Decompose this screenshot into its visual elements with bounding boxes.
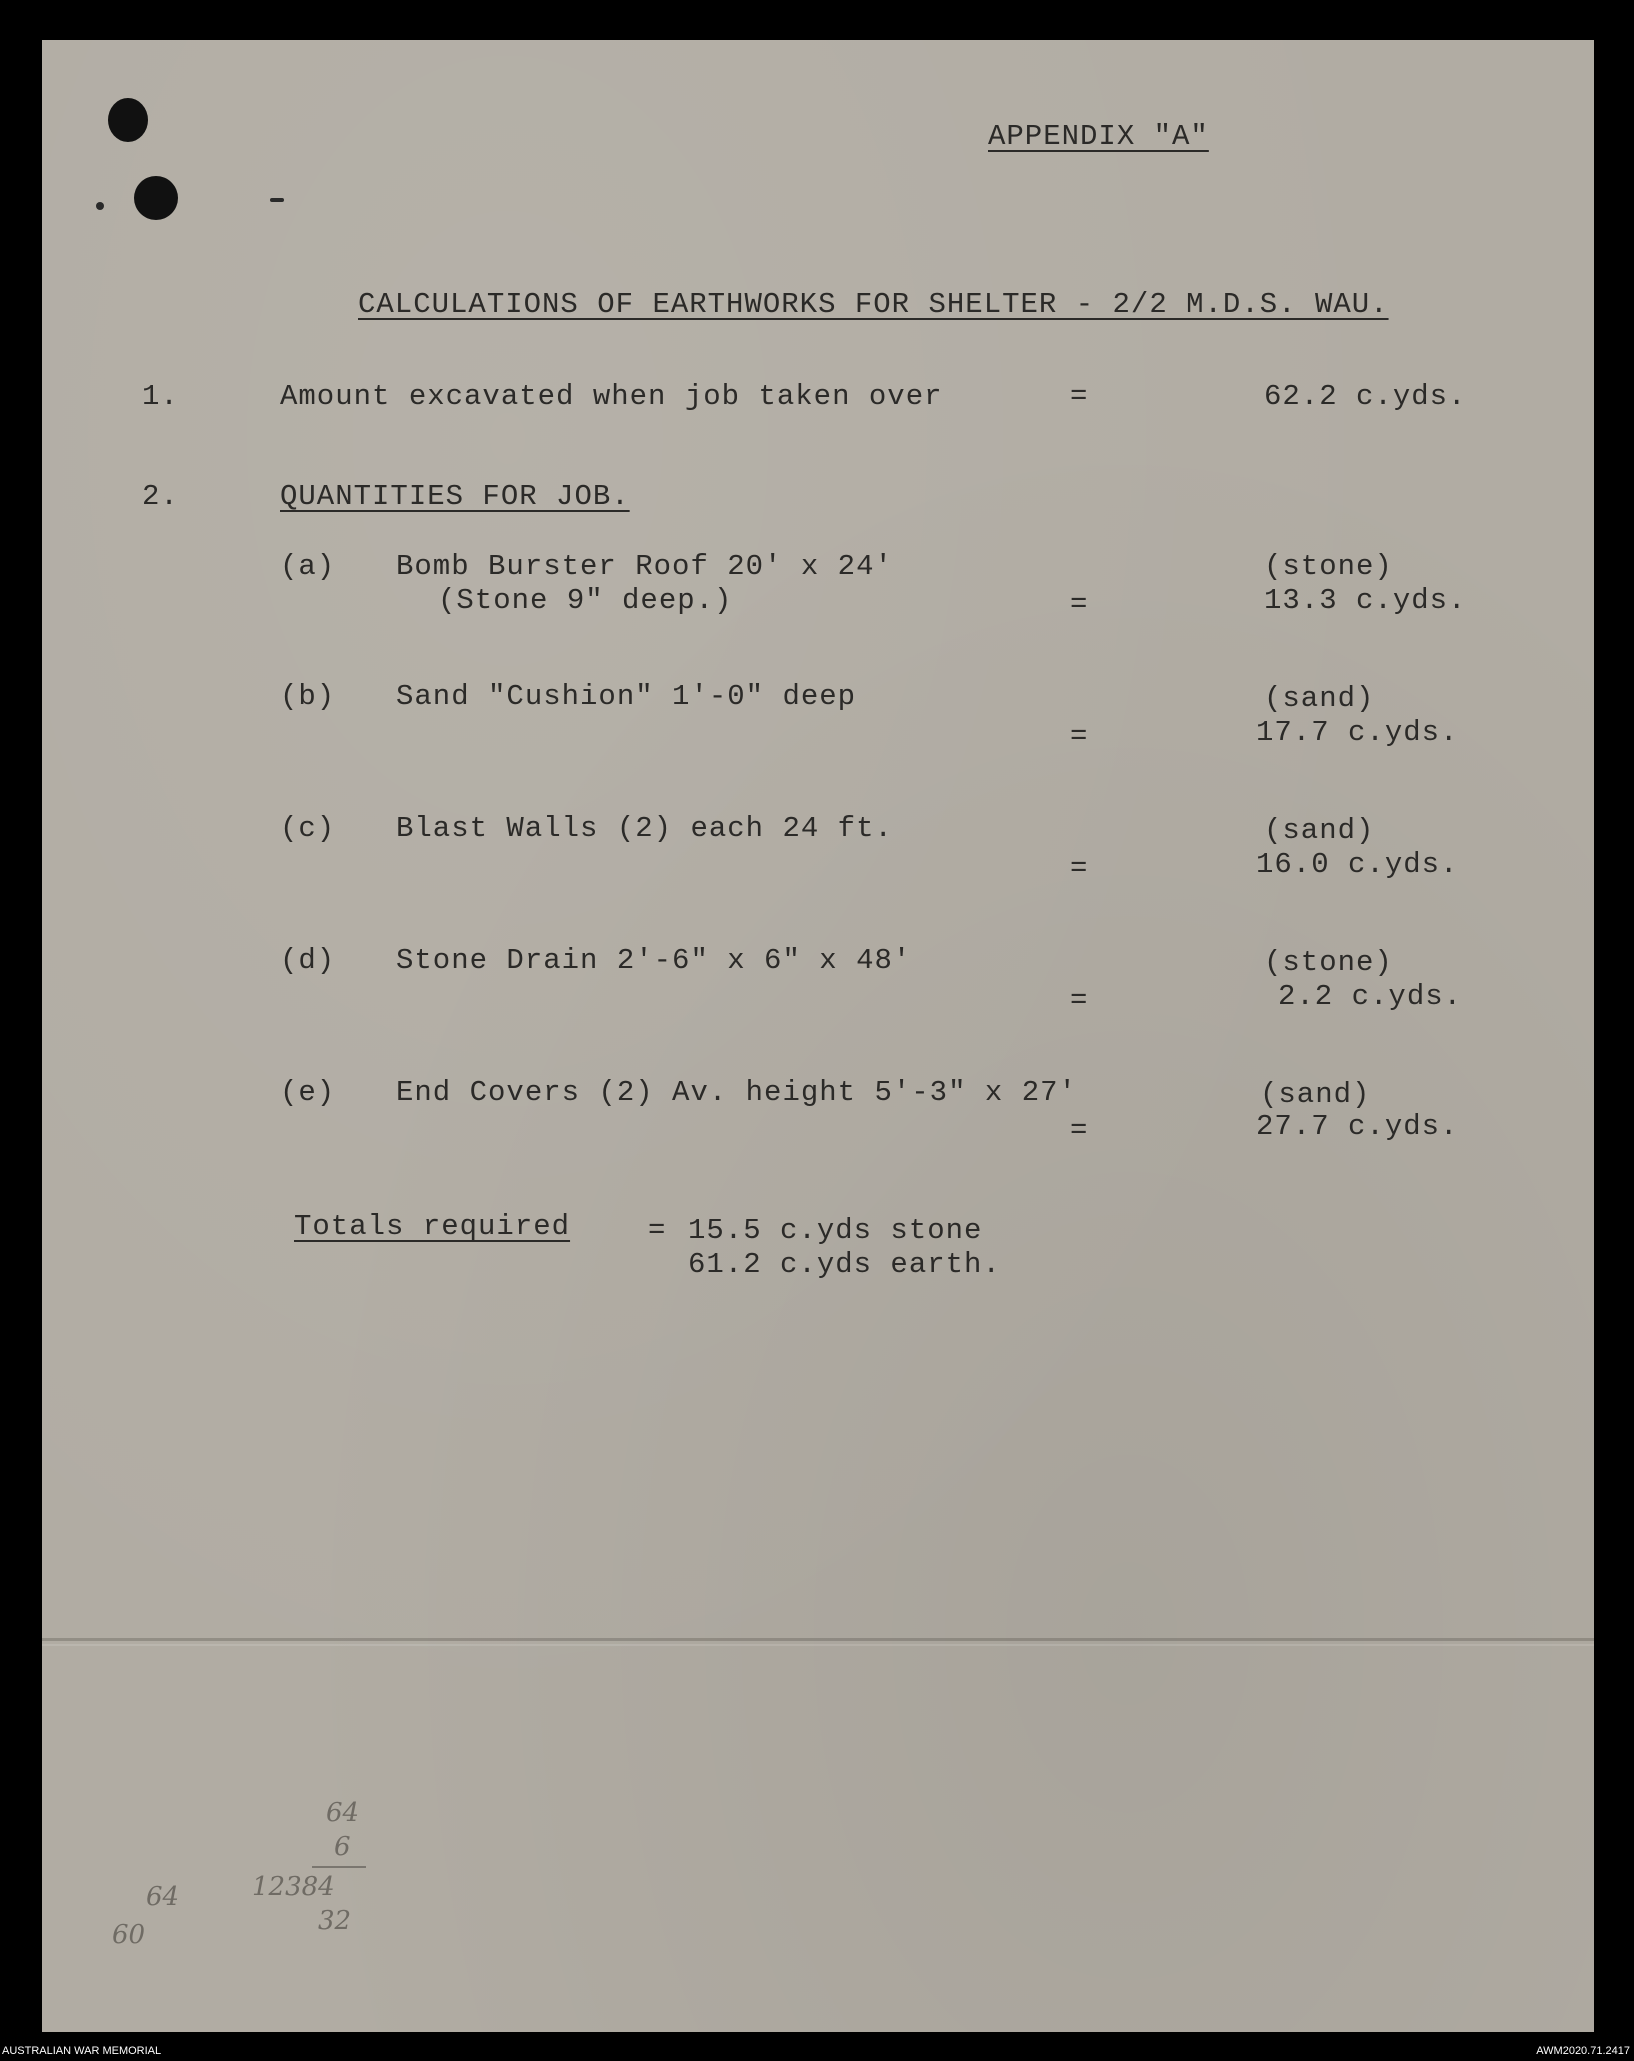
- pencil-note-64: 64: [326, 1798, 360, 1828]
- item-a-letter: (a): [280, 550, 336, 583]
- item-2-number: 2.: [142, 480, 179, 513]
- item-b-equals: =: [1070, 720, 1089, 753]
- item-c-line1: Blast Walls (2) each 24 ft.: [396, 812, 893, 845]
- pencil-underline: [312, 1866, 366, 1868]
- totals-earth: 61.2 c.yds earth.: [688, 1248, 1001, 1281]
- ink-speck: [96, 202, 104, 210]
- item-a-line2: (Stone 9" deep.): [438, 584, 733, 617]
- item-1-number: 1.: [142, 380, 179, 413]
- totals-label: Totals required: [294, 1210, 571, 1243]
- pencil-note-6: 6: [334, 1832, 351, 1862]
- item-1-text: Amount excavated when job taken over: [280, 380, 943, 413]
- punch-hole-bottom: [134, 176, 178, 220]
- item-b-value: 17.7 c.yds.: [1256, 716, 1459, 749]
- item-e-value: 27.7 c.yds.: [1256, 1110, 1459, 1143]
- item-d-equals: =: [1070, 984, 1089, 1017]
- document-title: CALCULATIONS OF EARTHWORKS FOR SHELTER - 2/2 M.D.S. WAU.: [358, 288, 1389, 321]
- item-c-letter: (c): [280, 812, 336, 845]
- item-a-line1: Bomb Burster Roof 20' x 24': [396, 550, 893, 583]
- item-b-letter: (b): [280, 680, 336, 713]
- item-e-material: (sand): [1260, 1078, 1371, 1111]
- item-e-letter: (e): [280, 1076, 336, 1109]
- item-c-value: 16.0 c.yds.: [1256, 848, 1459, 881]
- footer-source: AUSTRALIAN WAR MEMORIAL: [2, 2045, 162, 2057]
- item-d-line1: Stone Drain 2'-6" x 6" x 48': [396, 944, 912, 977]
- pencil-note-32: 32: [318, 1906, 352, 1936]
- totals-stone: 15.5 c.yds stone: [688, 1214, 983, 1247]
- item-d-value: 2.2 c.yds.: [1278, 980, 1463, 1013]
- fold-crease: [42, 1638, 1594, 1641]
- item-d-letter: (d): [280, 944, 336, 977]
- pencil-note-12384: 12384: [252, 1872, 335, 1902]
- item-a-material: (stone): [1264, 550, 1393, 583]
- pencil-note-64-left: 64: [146, 1882, 180, 1912]
- document-page: [42, 40, 1594, 2032]
- item-c-equals: =: [1070, 852, 1089, 885]
- item-b-material: (sand): [1264, 682, 1375, 715]
- item-1-value: 62.2 c.yds.: [1264, 380, 1467, 413]
- item-b-line1: Sand "Cushion" 1'-0" deep: [396, 680, 857, 713]
- punch-hole-top: [108, 98, 148, 142]
- item-e-equals: =: [1070, 1114, 1089, 1147]
- footer-accession: AWM2020.71.2417: [1536, 2045, 1630, 2057]
- fold-crease-highlight: [42, 1644, 1594, 1646]
- item-e-line1: End Covers (2) Av. height 5'-3" x 27': [396, 1076, 1077, 1109]
- item-c-material: (sand): [1264, 814, 1375, 847]
- item-2-heading: QUANTITIES FOR JOB.: [280, 480, 630, 513]
- totals-equals: =: [648, 1214, 667, 1247]
- item-a-equals: =: [1070, 588, 1089, 621]
- item-1-equals: =: [1070, 380, 1089, 413]
- item-d-material: (stone): [1264, 946, 1393, 979]
- ink-speck-small: [270, 198, 284, 202]
- appendix-heading: APPENDIX "A": [988, 120, 1209, 153]
- item-a-value: 13.3 c.yds.: [1264, 584, 1467, 617]
- pencil-note-60: 60: [112, 1920, 146, 1950]
